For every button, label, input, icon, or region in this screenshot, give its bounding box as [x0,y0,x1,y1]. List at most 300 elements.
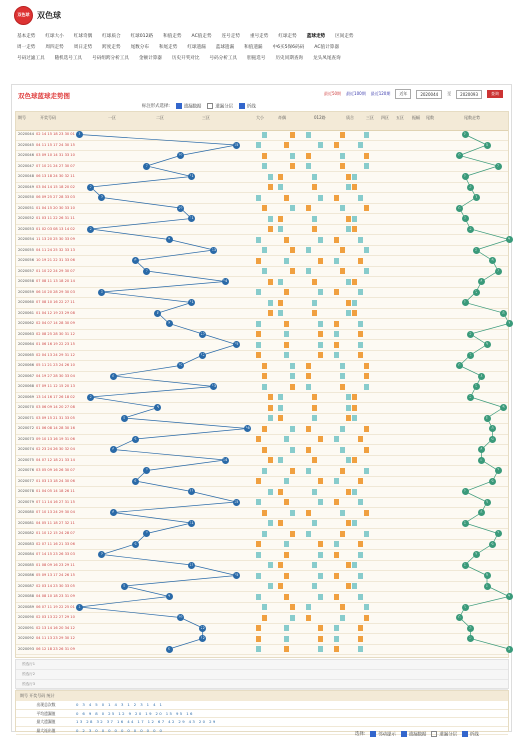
nav-item[interactable]: 周日走势 [73,44,93,50]
attribute-mark [268,394,273,400]
blue-ball: 7 [143,163,150,170]
attribute-mark [318,352,323,358]
nav-item[interactable]: 胆拖选号 [247,55,266,61]
stats-values: 0 2 3 0 0 0 0 0 0 0 0 0 0 0 [76,727,164,733]
attribute-mark [262,373,267,379]
row-numbers: 03 09 15 21 31 33 05 [36,415,75,420]
attribute-mark [334,237,339,243]
tail-ball: 5 [484,142,491,149]
attribute-mark [364,447,369,453]
checkbox-icon [370,731,376,737]
attribute-mark [256,289,261,295]
attribute-mark [340,363,345,369]
blue-ball: 2 [87,226,94,233]
attribute-mark [290,510,295,516]
tail-ball: 0 [456,362,463,369]
row-numbers: 04 11 13 23 29 30 12 [36,636,75,640]
table-row [16,361,508,372]
nav-item[interactable]: 和尾走势 [158,44,178,50]
checkbox-icon [431,731,437,737]
attribute-mark [284,342,289,348]
attribute-mark [312,457,317,463]
tail-ball: 1 [462,604,469,611]
row-issue: 2020055 [18,247,35,252]
attribute-mark [358,552,363,558]
attribute-mark [290,604,295,610]
attribute-mark [278,184,283,190]
option-label: 邻动提示 [378,732,396,738]
blue-ball: 6 [132,541,139,548]
nav-item[interactable]: 号码分析工具 [209,55,238,61]
recent-120-link[interactable]: 最近120期 [370,91,391,96]
tail-ball: 0 [456,152,463,159]
bottom-option-hint[interactable] [370,731,396,738]
row-numbers: 02 04 13 24 29 31 12 [36,352,75,357]
attribute-mark [284,258,289,264]
attribute-mark [284,195,289,201]
nav-item[interactable]: 号码过滤工具 [17,55,45,61]
tail-ball: 4 [478,457,485,464]
tail-ball: 6 [489,425,496,432]
nav-item[interactable]: 周一走势 [17,44,36,50]
row-numbers: 02 03 13 22 27 29 10 [36,615,75,619]
nav-item[interactable]: 和值走势 [163,33,182,39]
attribute-mark [278,405,283,411]
attribute-mark [334,258,339,264]
nav-item[interactable]: 红球奇偶 [73,33,93,39]
attribute-mark [268,184,273,190]
attribute-mark [290,447,295,453]
header-zone: 尾数走势 [464,115,480,120]
row-numbers: 01 10 12 15 24 28 07 [36,531,75,535]
attribute-mark [346,310,351,316]
row-issue: 2020089 [18,604,35,609]
attribute-mark [268,562,273,568]
blue-ball: 3 [98,289,105,296]
attribute-mark [262,132,267,138]
nav-item[interactable]: 随机选号工具 [54,55,83,61]
row-issue: 2020062 [18,321,35,325]
header-zone: 尾数 [426,115,434,120]
attribute-mark [340,373,345,379]
attribute-mark [318,636,323,642]
tail-ball: 6 [489,541,496,548]
header-zone: 三区 [202,115,210,120]
attribute-mark [346,174,351,180]
attribute-mark [268,216,273,222]
attribute-mark [278,174,283,180]
attribute-mark [306,604,311,610]
blue-ball: 12 [200,352,205,357]
attribute-mark [340,163,345,169]
attribute-mark [364,153,369,159]
tail-ball: 6 [489,478,496,485]
row-numbers: 02 04 07 14 28 30 09 [36,321,75,325]
attribute-mark [256,625,261,631]
row-issue: 2020085 [18,562,35,567]
attribute-mark [256,258,261,264]
attribute-mark [262,153,267,159]
attribute-mark [284,636,289,642]
attribute-mark [284,594,289,600]
table-row [16,603,508,614]
header-zone: 质合 [346,115,354,120]
row-issue: 2020091 [18,625,35,630]
attribute-mark [306,163,311,169]
row-numbers: 01 06 16 19 22 23 15 [36,342,75,346]
option-label: 遗漏数据 [183,104,202,110]
prediction-row[interactable]: 预选行2 [16,670,508,680]
blue-ball: 9 [166,320,173,327]
blue-ball: 5 [121,583,128,590]
row-issue: 2020083 [18,541,35,546]
row-numbers: 13 14 16 17 26 18 02 [36,394,75,399]
row-issue: 2020053 [18,226,35,231]
blue-ball: 15 [234,142,239,147]
attribute-mark [340,468,345,474]
prediction-row[interactable]: 预选行3 [16,680,508,690]
tail-ball: 6 [489,436,496,443]
row-issue: 2020076 [18,468,35,472]
nav-item[interactable]: 区间走势 [335,33,354,39]
attribute-mark [318,195,323,201]
attribute-mark [364,531,369,537]
header-zone: 振幅 [412,115,420,120]
nav-item[interactable]: 红球走势 [278,33,297,39]
header-zone: 二区 [156,115,164,120]
blue-ball: 4 [110,446,117,453]
attribute-mark [334,342,339,348]
row-issue: 2020059 [18,289,35,294]
blue-ball: 7 [143,268,150,275]
row-numbers: 02 07 11 16 21 33 06 [36,541,75,546]
bottom-option-line[interactable] [462,731,479,738]
attribute-mark [284,573,289,579]
attribute-mark [306,153,311,159]
row-issue: 2020067 [18,373,35,378]
attribute-mark [256,573,261,579]
checkbox-icon [207,103,213,109]
row-numbers: 01 03 13 18 24 30 06 [36,478,75,483]
attribute-mark [318,142,323,148]
attribute-mark [340,426,345,432]
stats-label: 平均遗漏值 [36,710,56,716]
header-zone: 一区 [108,115,116,120]
attribute-mark [352,583,357,589]
tail-ball: 9 [506,593,513,600]
nav-item[interactable]: 号码组跨分析工具 [92,55,129,61]
attribute-mark [358,625,363,631]
header-zone: 大小 [256,115,264,120]
attribute-mark [358,237,363,243]
attribute-mark [268,405,273,411]
attribute-mark [340,268,345,274]
attribute-mark [312,216,317,222]
nav-item[interactable]: 蓝球遗漏 [215,44,235,50]
attribute-mark [268,226,273,232]
attribute-mark [352,174,357,180]
row-numbers: 07 08 10 16 22 27 11 [36,300,75,304]
tail-ball: 1 [462,131,469,138]
attribute-mark [306,268,311,274]
attribute-mark [312,415,317,421]
tail-ball: 9 [506,236,513,243]
row-numbers: 09 10 13 16 19 31 06 [36,436,75,441]
table-row [16,372,508,383]
nav-item[interactable]: 历史同期查询 [275,55,304,61]
attribute-mark [352,310,357,316]
tail-ball: 2 [467,394,474,401]
nav-item[interactable]: 历史开奖对比 [171,55,200,61]
attribute-mark [334,436,339,442]
row-numbers: 06 12 18 23 26 31 09 [36,646,75,651]
attribute-mark [284,237,289,243]
stats-label: 出现总次数 [36,702,56,707]
attribute-mark [352,279,357,285]
attribute-mark [256,142,261,148]
blue-ball: 11 [189,174,194,178]
nav-item[interactable]: 红球质合 [102,33,121,39]
logo [14,6,33,25]
attribute-mark [312,394,317,400]
attribute-mark [290,205,295,211]
year-select[interactable]: 近年 [395,89,411,99]
attribute-mark [306,384,311,390]
row-issue: 2020078 [18,489,35,493]
nav-item[interactable]: 龙头凤尾查询 [313,55,341,61]
attribute-mark [346,415,351,421]
row-numbers: 05 11 21 23 24 26 10 [36,363,75,367]
row-numbers: 01 06 08 14 28 30 16 [36,426,75,430]
blue-ball: 2 [87,184,94,191]
display-options [142,103,256,110]
attribute-mark [312,405,317,411]
blue-ball: 14 [222,279,228,283]
nav-item[interactable]: 红球遗漏 [187,44,206,50]
nav-item[interactable]: 尾数分布 [130,44,149,50]
blue-ball: 11 [189,520,194,525]
attribute-mark [334,352,339,358]
row-numbers: 07 11 14 16 27 31 15 [36,499,75,504]
attribute-mark [352,216,357,222]
attribute-mark [306,615,311,621]
row-issue: 2020088 [18,594,35,598]
attribute-mark [358,499,363,505]
table-row [16,624,508,635]
header-zone: 012路 [314,115,326,120]
to-input[interactable]: 2020093 [456,90,482,99]
attribute-mark [278,415,283,421]
row-issue: 2020068 [18,384,35,388]
blue-ball: 11 [189,216,194,220]
tail-ball: 7 [495,163,502,170]
tail-ball: 2 [467,635,474,642]
attribute-mark [318,342,323,348]
stats-footer [15,690,509,732]
tail-ball: 1 [462,299,469,306]
bottom-options-label: 选择: [355,732,366,738]
logo-text: 双色球 [17,12,30,17]
row-numbers: 01 10 22 24 29 30 07 [36,268,75,273]
nav-item[interactable]: 和值遗漏 [244,44,263,50]
row-issue: 2020086 [18,573,35,577]
attribute-mark [256,594,261,600]
stats-row [16,710,508,719]
attribute-mark [256,342,261,348]
attribute-mark [340,447,345,453]
option-missing[interactable] [176,103,202,110]
row-issue: 2020065 [18,352,35,357]
attribute-mark [358,478,363,484]
blue-ball: 8 [154,404,161,411]
row-issue: 2020073 [18,436,35,441]
nav-item[interactable]: 红球012路 [130,33,154,39]
attribute-mark [278,394,283,400]
option-layer[interactable] [207,103,233,110]
table-row [16,613,508,624]
attribute-mark [306,363,311,369]
attribute-mark [358,142,363,148]
attribute-mark [312,562,317,568]
attribute-mark [352,405,357,411]
to-label: 至 [447,91,452,96]
attribute-mark [312,300,317,306]
attribute-mark [256,478,261,484]
stats-label: 最大遗漏值 [36,719,56,724]
attribute-mark [284,499,289,505]
table-row [16,267,508,278]
recent-50-link[interactable]: 最近50期 [323,91,342,96]
checkbox-icon [239,103,245,109]
attribute-mark [262,384,267,390]
attribute-mark [358,342,363,348]
attribute-mark [358,436,363,442]
row-issue: 2020051 [18,205,35,210]
options-label: 标注形式选择: [142,104,170,110]
nav-item[interactable]: 连号走势 [221,33,240,39]
attribute-mark [256,436,261,442]
attribute-mark [364,373,369,379]
attribute-mark [256,237,261,243]
tail-ball: 5 [484,341,491,348]
attribute-mark [290,268,295,274]
row-numbers: 04 08 10 18 23 31 09 [36,594,75,598]
nav-item[interactable]: 跨度走势 [102,44,121,50]
row-numbers: 01 08 09 16 23 29 11 [36,562,75,567]
trend-panel [11,84,512,732]
nav-item[interactable]: 蓝球走势 [306,33,326,39]
attribute-mark [318,237,323,243]
nav-row-1 [12,30,512,41]
table-row [16,319,511,330]
attribute-mark [256,352,261,358]
row-issue: 2020064 [18,342,35,346]
nav-item[interactable]: AC值计算器 [314,44,339,50]
table-row [16,519,508,530]
nav-item[interactable]: 周四走势 [45,44,64,50]
row-numbers: 07 10 13 24 29 30 04 [36,510,75,514]
attribute-mark [278,583,283,589]
row-numbers: 01 04 12 19 23 29 08 [36,310,75,315]
table-row [16,540,508,551]
from-input[interactable]: 2020044 [416,90,442,99]
row-numbers: 07 14 15 23 26 33 03 [36,552,75,556]
table-row [16,172,508,183]
blue-ball: 7 [143,530,150,537]
attribute-mark [284,352,289,358]
attribute-mark [306,373,311,379]
blue-ball: 11 [189,300,194,304]
attribute-mark [306,510,311,516]
attribute-mark [312,174,317,180]
stats-row [16,718,508,727]
option-line[interactable] [239,103,256,110]
attribute-mark [358,258,363,264]
table-row [16,414,508,425]
attribute-mark [318,573,323,579]
table-row [16,435,508,446]
row-numbers: 03 04 14 15 18 20 02 [36,184,75,189]
attribute-mark [290,373,295,379]
blue-ball: 1 [76,131,83,138]
attribute-mark [312,520,317,526]
table-row [16,456,508,467]
attribute-mark [340,615,345,621]
attribute-mark [364,132,369,138]
attribute-mark [334,321,339,327]
bottom-option-missing[interactable] [401,731,427,738]
nav-item[interactable]: 中6买5保6码码 [272,44,305,50]
tail-ball: 2 [467,625,474,632]
blue-ball: 2 [87,394,94,401]
bottom-options [355,731,479,738]
bottom-option-layer[interactable] [431,731,457,738]
row-issue: 2020074 [18,447,35,451]
attribute-mark [364,384,369,390]
nav-item[interactable]: AC值走势 [191,33,212,39]
attribute-mark [358,195,363,201]
nav-item[interactable]: 基本走势 [17,33,36,39]
query-button[interactable]: 查询 [487,90,503,98]
row-issue: 2020049 [18,184,35,189]
blue-ball: 9 [166,646,173,653]
attribute-mark [262,363,267,369]
row-issue: 2020093 [18,646,35,651]
nav-item[interactable]: 金额计算器 [138,55,162,61]
attribute-mark [364,468,369,474]
stats-values: 13 28 32 37 16 44 17 12 67 42 29 43 20 29 [76,719,217,724]
recent-100-link[interactable]: 最近100期 [346,91,366,96]
attribute-mark [334,478,339,484]
prediction-row[interactable]: 预选行1 [16,660,508,670]
attribute-mark [340,153,345,159]
blue-ball: 12 [200,636,205,640]
row-issue: 2020084 [18,552,35,556]
nav-item[interactable]: 红球大小 [45,33,64,39]
attribute-mark [318,436,323,442]
stats-rows [16,701,508,738]
table-row [16,466,508,477]
row-issue: 2020048 [18,174,35,178]
attribute-mark [262,468,267,474]
checkbox-icon [176,103,182,109]
attribute-mark [318,331,323,337]
attribute-mark [306,531,311,537]
nav-item[interactable]: 重号走势 [249,33,269,39]
attribute-mark [262,163,267,169]
checkbox-icon [401,731,407,737]
table-row [16,204,508,215]
